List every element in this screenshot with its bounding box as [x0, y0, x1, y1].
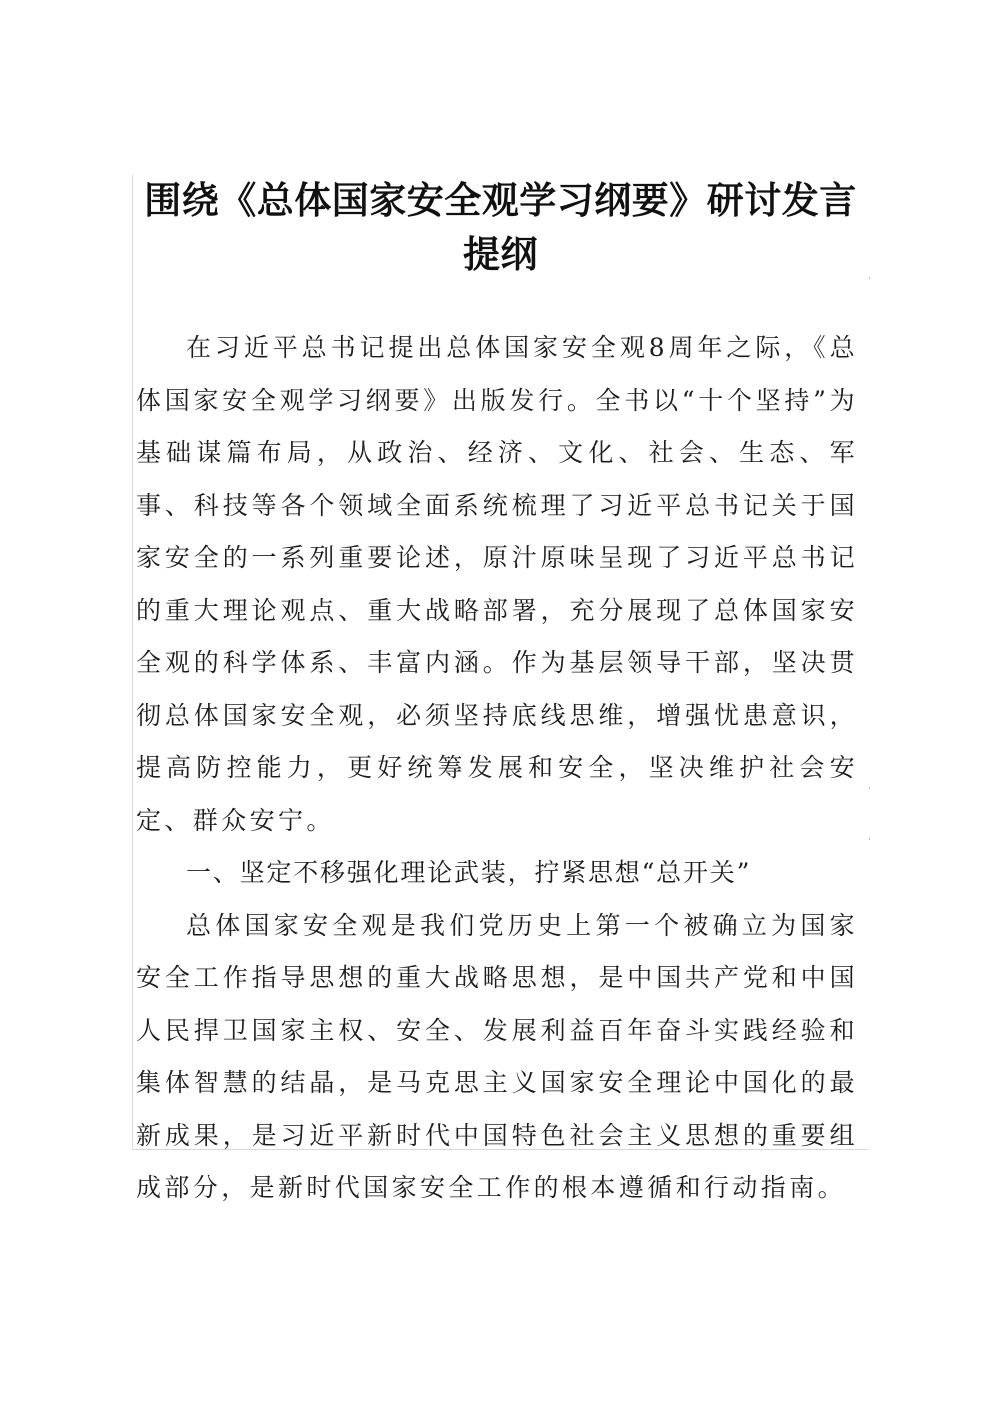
margin-mark	[869, 277, 870, 279]
intro-paragraph: 在习近平总书记提出总体国家安全观8周年之际，《总体国家安全观学习纲要》出版发行。全书以“十个坚持”为基础谋篇布局，从政治、经济、文化、社会、生态、军事、科技等各个领域全面系统梳理了习近平总书记关于国家安全的一系列重要论述，原汁原味呈现了习近平总书记的重大理论观点、重大战略部署，充分展现了总体国家安全观的科学体系、丰富内涵。作为基层领导干部，坚决贯彻总体国家安全观，必须坚持底线思维，增强忧患意识，提高防控能力，更好统筹发展和安全，坚决维护社会安定、群众安宁。	[136, 333, 858, 835]
document-title: 围绕《总体国家安全观学习纲要》研讨发言提纲	[144, 179, 857, 276]
section-1-paragraph: 总体国家安全观是我们党历史上第一个被确立为国家安全工作指导思想的重大战略思想，是中国共产党和中国人民捍卫国家主权、安全、发展利益百年奋斗实践经验和集体智慧的结晶，是马克思主义国家安全理论中国化的最新成果，是习近平新时代中国特色社会主义思想的重要组成部分，是新时代国家安全工作的根本遵循和行动指南。	[136, 910, 858, 1202]
margin-mark	[869, 787, 870, 789]
document-body	[136, 322, 858, 1215]
margin-mark	[869, 838, 870, 840]
section-heading-1: 一、坚定不移强化理论武装，拧紧思想“总开关”	[186, 858, 752, 887]
